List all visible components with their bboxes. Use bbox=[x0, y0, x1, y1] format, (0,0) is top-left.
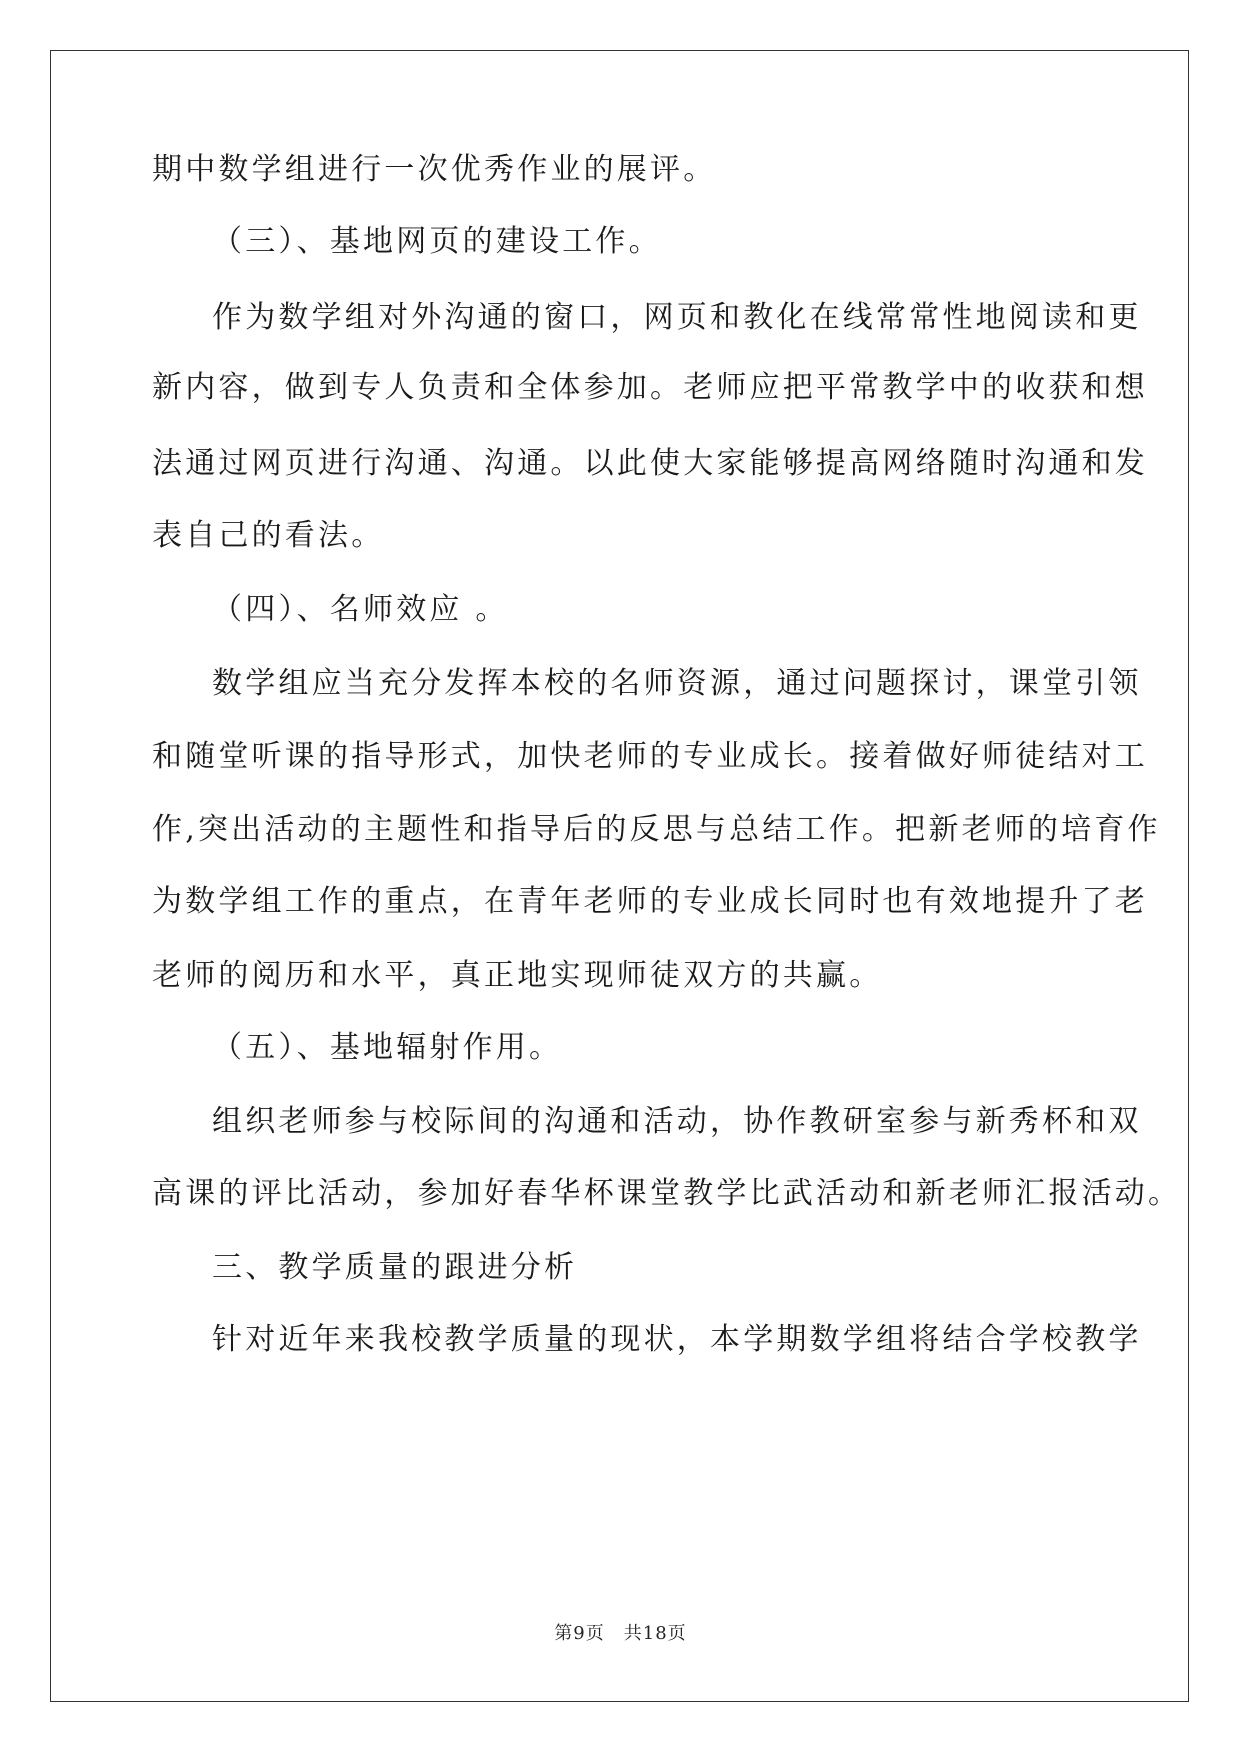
section-heading: （五）、基地辐射作用。 bbox=[212, 1030, 563, 1065]
text-line: 组织老师参与校际间的沟通和活动，协作教研室参与新秀杯和双 bbox=[212, 1104, 1142, 1139]
text-line: 法通过网页进行沟通、沟通。以此使大家能够提高网络随时沟通和发 bbox=[152, 446, 1148, 481]
text-line: 针对近年来我校教学质量的现状，本学期数学组将结合学校教学 bbox=[212, 1322, 1142, 1357]
text-line: 新内容，做到专人负责和全体参加。老师应把平常教学中的收获和想 bbox=[152, 370, 1148, 405]
text-line: 数学组应当充分发挥本校的名师资源，通过问题探讨，课堂引领 bbox=[212, 666, 1142, 701]
text-line: 和随堂听课的指导形式，加快老师的专业成长。接着做好师徒结对工 bbox=[152, 739, 1148, 774]
section-heading: 三、教学质量的跟进分析 bbox=[212, 1250, 578, 1285]
text-line: 表自己的看法。 bbox=[152, 518, 385, 553]
text-line: 作为数学组对外沟通的窗口，网页和教化在线常常性地阅读和更 bbox=[212, 300, 1142, 335]
text-line: 高课的评比活动，参加好春华杯课堂教学比武活动和新老师汇报活动。 bbox=[152, 1176, 1182, 1211]
page-number-footer: 第9页 共18页 bbox=[554, 1623, 687, 1644]
text-line: 期中数学组进行一次优秀作业的展评。 bbox=[152, 152, 717, 187]
text-line: 为数学组工作的重点，在青年老师的专业成长同时也有效地提升了老 bbox=[152, 884, 1148, 919]
section-heading: （三）、基地网页的建设工作。 bbox=[212, 224, 662, 259]
text-line: 老师的阅历和水平，真正地实现师徒双方的共赢。 bbox=[152, 958, 883, 993]
text-line: 作,突出活动的主题性和指导后的反思与总结工作。把新老师的培育作 bbox=[152, 812, 1161, 847]
section-heading: （四）、名师效应 。 bbox=[212, 592, 509, 627]
